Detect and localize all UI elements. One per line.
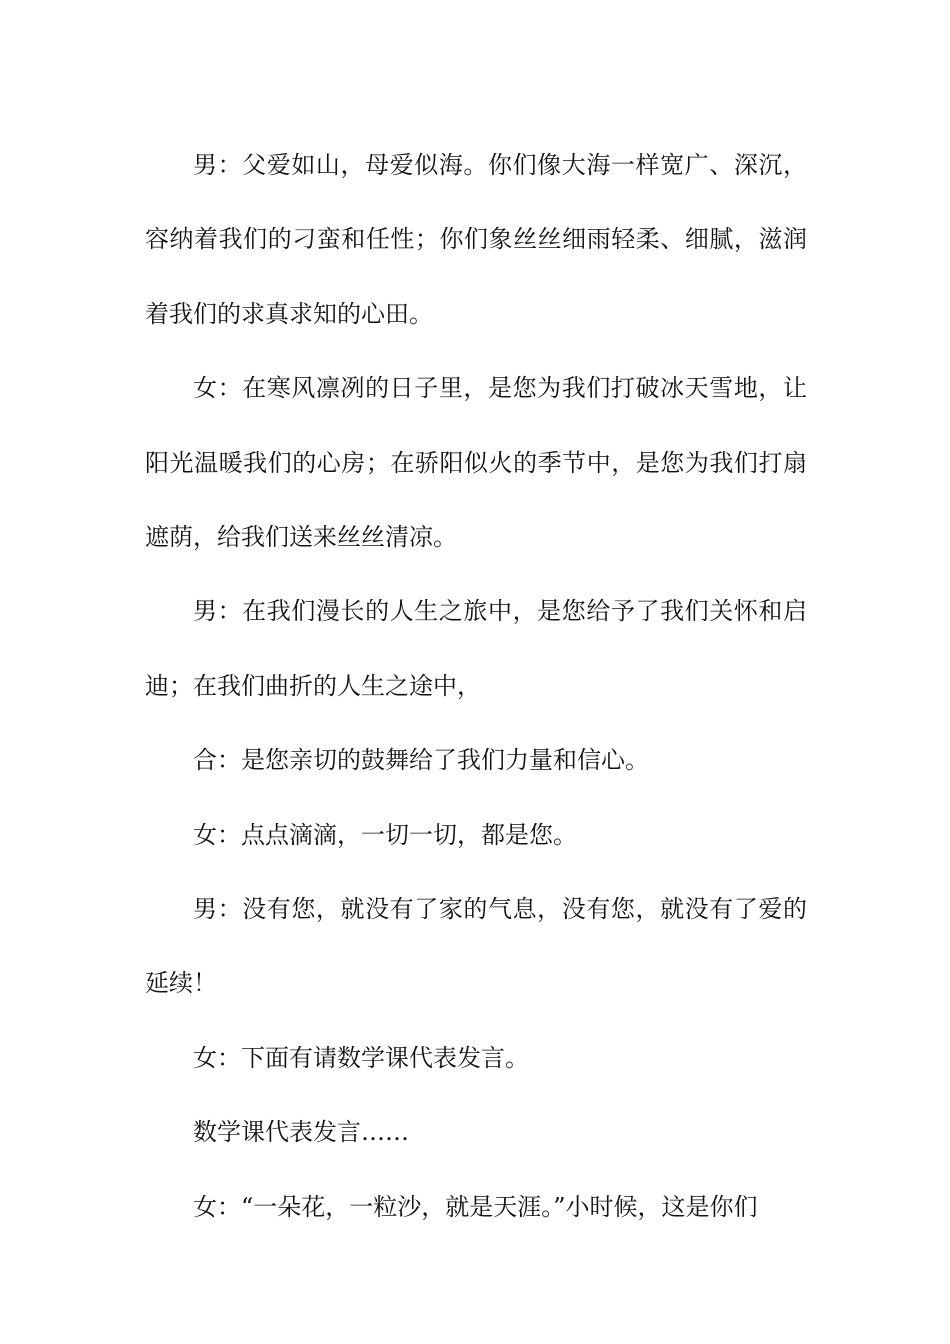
paragraph-7: 女：下面有请数学课代表发言。 <box>193 1043 529 1072</box>
paragraph-1: 男：父爱如山，母爱似海。你们像大海一样宽广、深沉，容纳着我们的刁蛮和任性；你们象丝丝细雨轻柔、细腻，滋润着我们的求真求知的心田。 <box>145 151 807 328</box>
document-body <box>145 128 807 1244</box>
paragraph-4: 合：是您亲切的鼓舞给了我们力量和信心。 <box>193 746 649 775</box>
paragraph-3: 男：在我们漫长的人生之旅中，是您给予了我们关怀和启迪；在我们曲折的人生之途中， <box>145 597 807 700</box>
paragraph-5: 女：点点滴滴，一切一切，都是您。 <box>193 820 577 849</box>
paragraph-2: 女：在寒风凛冽的日子里，是您为我们打破冰天雪地，让阳光温暖我们的心房；在骄阳似火的季节中，是您为我们打扇遮荫，给我们送来丝丝清凉。 <box>145 374 807 552</box>
paragraph-9: 女：“一朵花，一粒沙，就是天涯。”小时候，这是你们 <box>193 1192 758 1221</box>
paragraph-8: 数学课代表发言…… <box>193 1118 409 1147</box>
paragraph-6: 男：没有您，就没有了家的气息，没有您，就没有了爱的延续！ <box>145 895 807 998</box>
